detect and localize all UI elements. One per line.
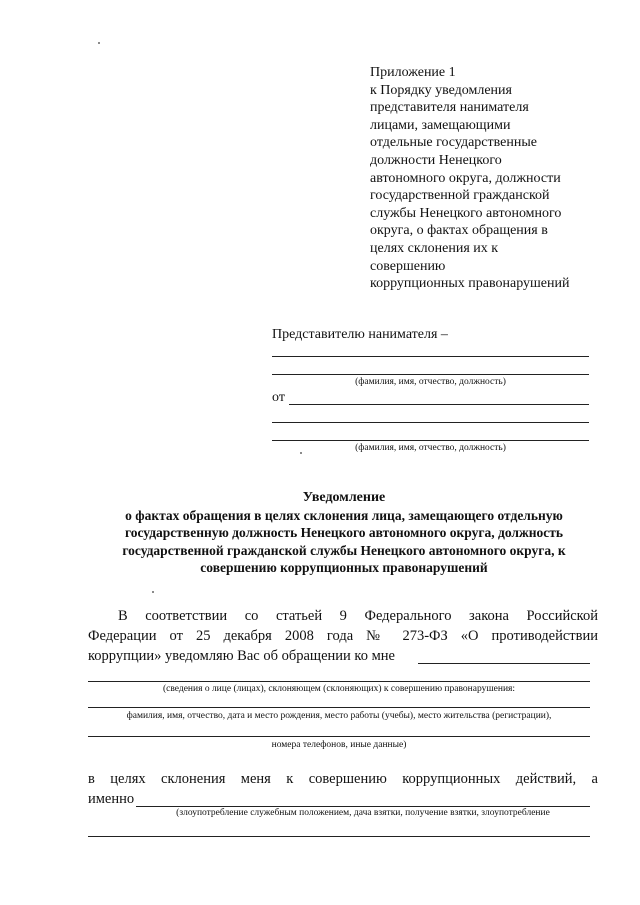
appendix-line: отдельные государственные [370, 135, 537, 151]
appendix-line: коррупционных правонарушений [370, 276, 570, 292]
sender-line-3[interactable] [272, 440, 589, 441]
body-line-3: коррупции» уведомляю Вас об обращении ко мне [88, 648, 395, 664]
appendix-line: представителя нанимателя [370, 100, 529, 116]
scan-speck [98, 42, 100, 44]
phones-line[interactable] [88, 736, 590, 737]
body-line-1: В соответствии со статьей 9 Федерального закона Российской [118, 608, 598, 624]
contact-fill-line[interactable] [418, 663, 590, 664]
addressee-caption: (фамилия, имя, отчество, должность) [355, 377, 506, 387]
appendix-line: совершению [370, 258, 446, 274]
appendix-line: государственной гражданской [370, 188, 550, 204]
appendix-block [370, 64, 610, 293]
notice-subtitle-line: государственную должность Ненецкого автономного округа, должность [124, 525, 564, 541]
notice-subtitle-line: государственной гражданской службы Ненецкого автономного округа, к [122, 542, 566, 558]
actions-fill-line[interactable] [136, 806, 590, 807]
from-label: от [272, 390, 285, 405]
sender-caption: (фамилия, имя, отчество, должность) [355, 443, 506, 453]
scan-speck [152, 591, 154, 593]
phones-caption: номера телефонов, иные данные) [271, 740, 407, 750]
body-line-5: именно [88, 791, 135, 807]
appendix-line: Приложение 1 [370, 65, 456, 80]
addressee-title: Представителю нанимателя – [272, 327, 448, 342]
notice-subtitle-line: совершению коррупционных правонарушений [200, 560, 488, 576]
notice-heading [70, 489, 618, 577]
sender-line-2[interactable] [272, 422, 589, 423]
appendix-line: лицами, замещающими [370, 117, 511, 133]
addressee-position-line[interactable] [272, 374, 589, 375]
body-line-2: Федерации от 25 декабря 2008 года № 273-ФЗ «О противодействии [88, 628, 598, 644]
actions-line-2[interactable] [88, 836, 590, 837]
appendix-line: округа, о фактах обращения в [370, 223, 548, 239]
persons-caption: (сведения о лице (лицах), склоняющем (склоняющих) к совершению правонарушения: [162, 684, 516, 694]
details-caption: фамилия, имя, отчество, дата и место рождения, место работы (учебы), место жительства (регистрации), [126, 711, 552, 721]
notice-title: Уведомление [302, 490, 386, 505]
details-line[interactable] [88, 707, 590, 708]
appendix-line: должности Ненецкого [370, 152, 502, 168]
body-line-4: в целях склонения меня к совершению коррупционных действий, а [88, 771, 598, 787]
appendix-line: к Порядку уведомления [370, 82, 512, 98]
appendix-line: службы Ненецкого автономного [370, 205, 562, 221]
addressee-name-line[interactable] [272, 356, 589, 357]
appendix-line: целях склонения их к [370, 240, 499, 256]
appendix-line: автономного округа, должности [370, 170, 561, 186]
persons-line[interactable] [88, 681, 590, 682]
notice-subtitle-line: о фактах обращения в целях склонения лица, замещающего отдельную [125, 507, 563, 523]
abuse-caption: (злоупотребление служебным положением, дача взятки, получение взятки, злоупотребление [176, 808, 550, 818]
sender-name-line[interactable] [289, 404, 589, 405]
